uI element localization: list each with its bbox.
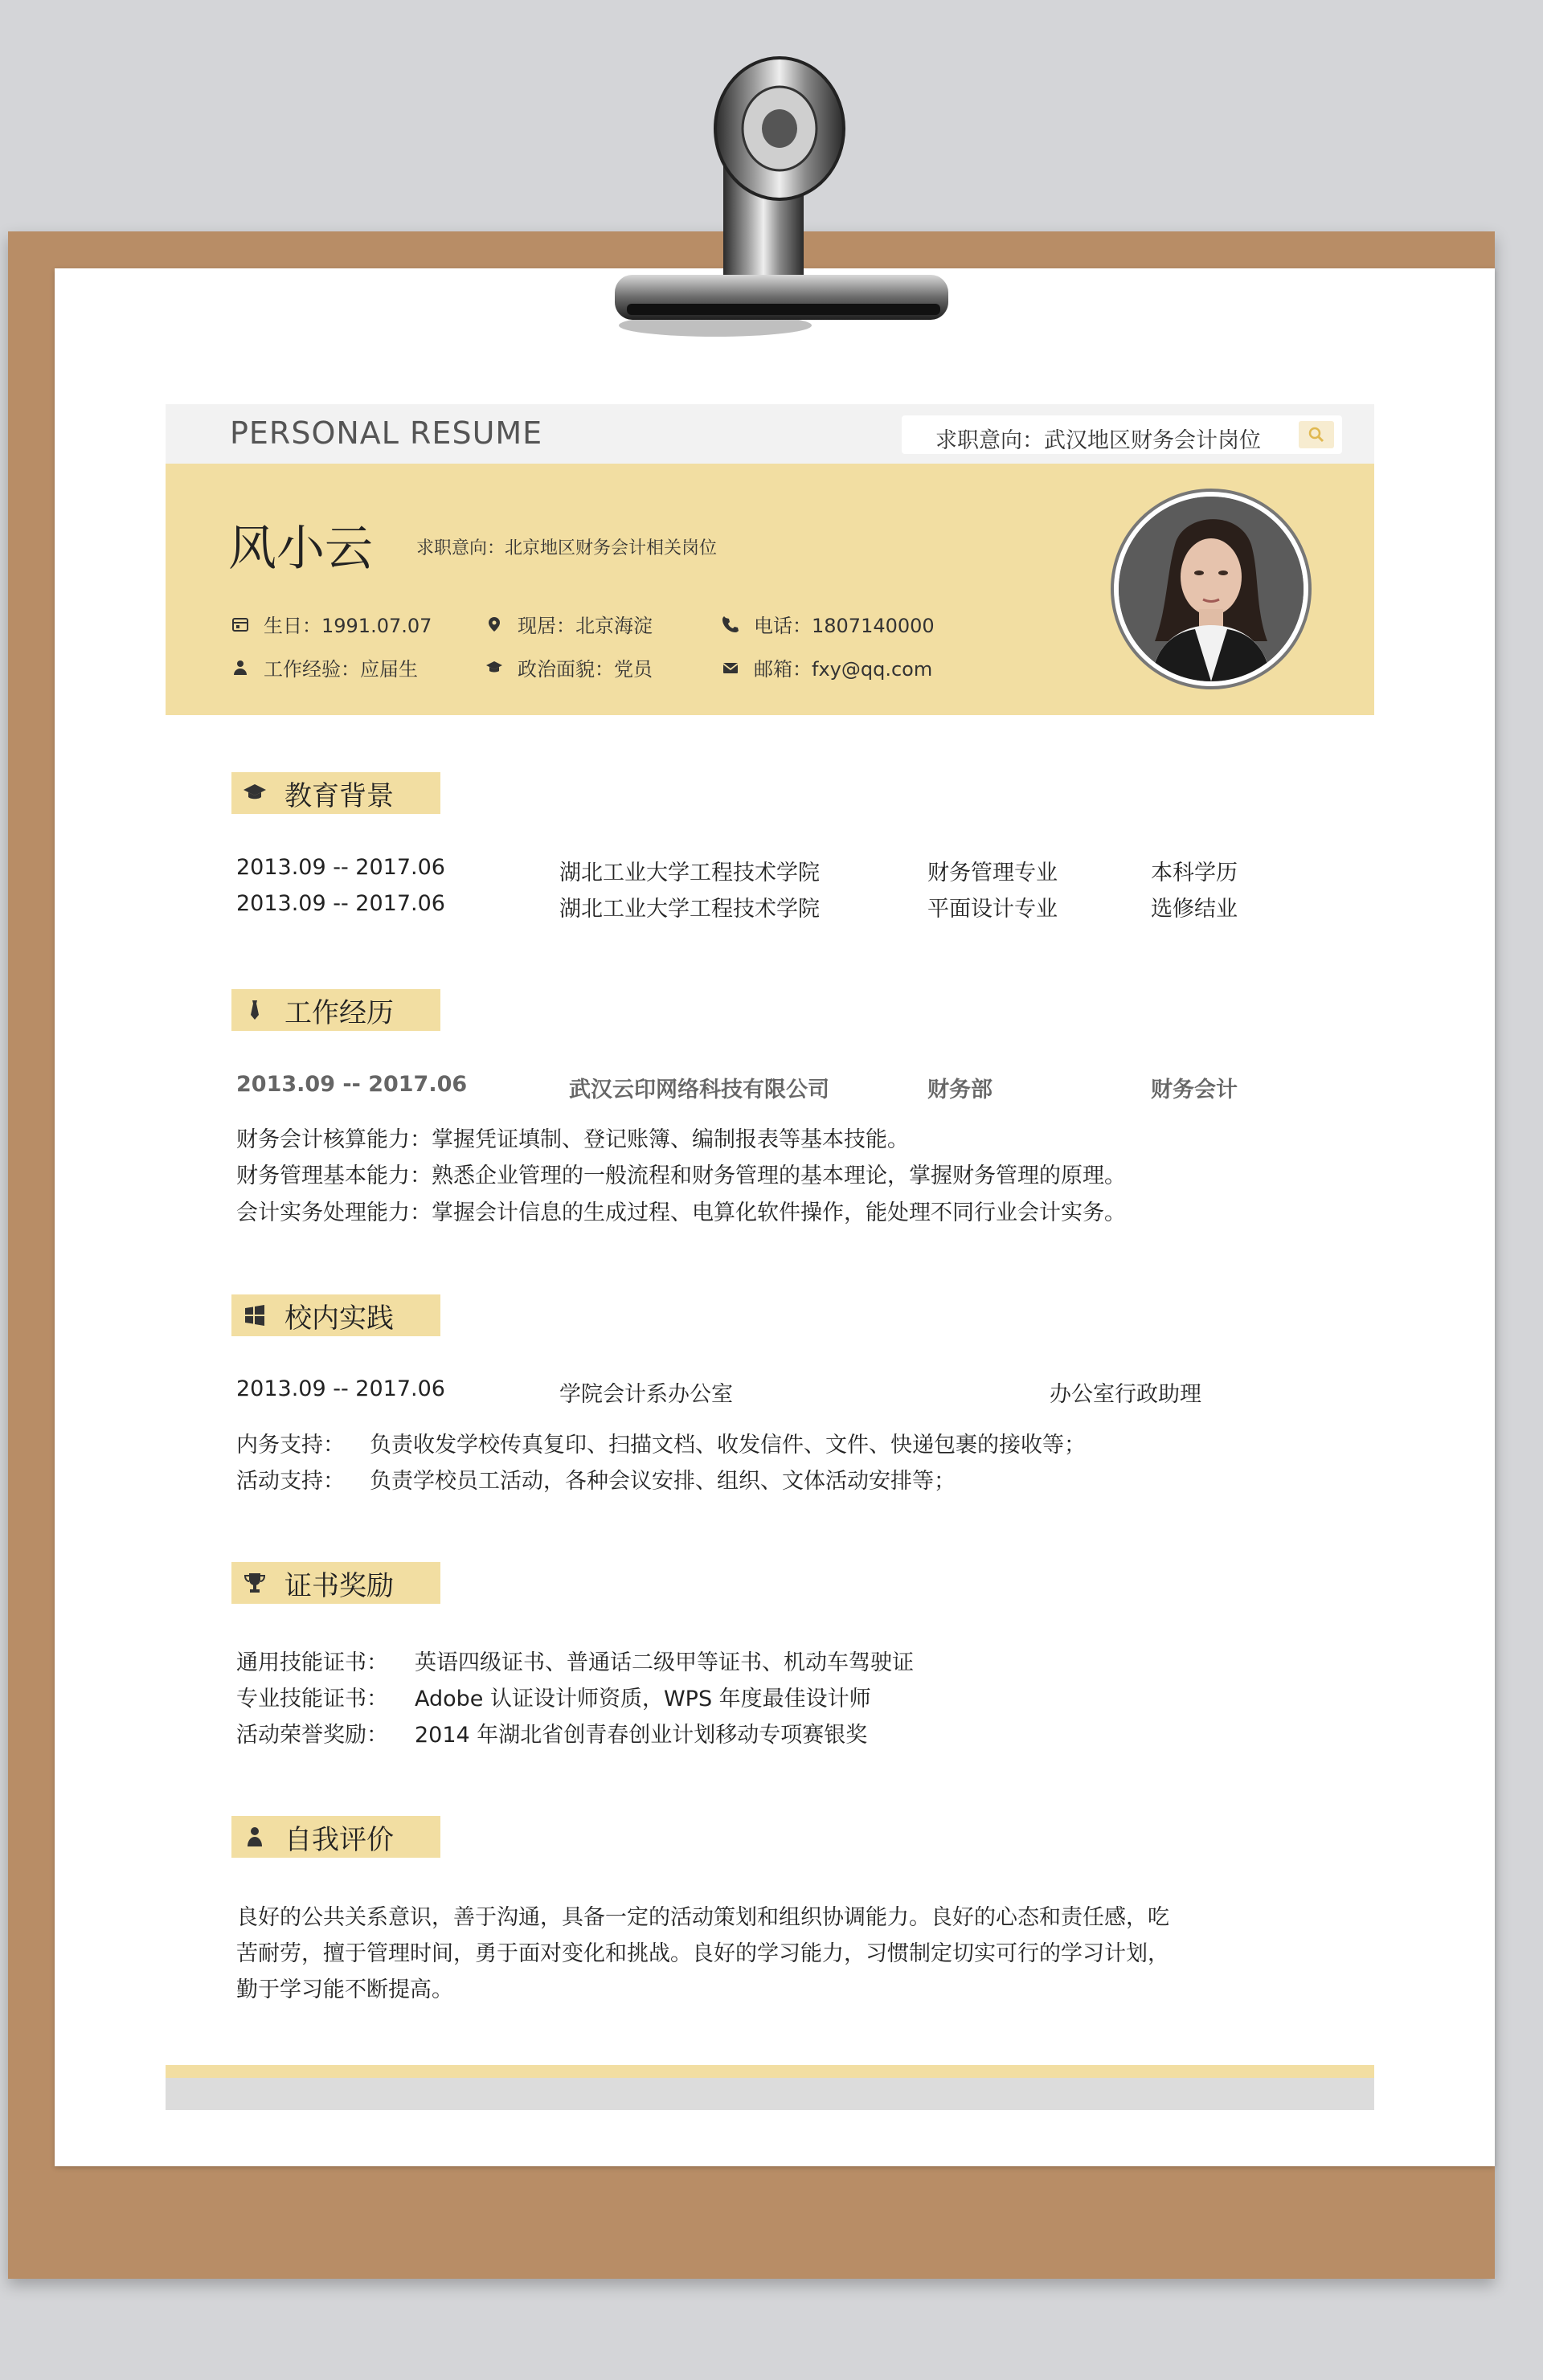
calendar-icon (231, 615, 249, 633)
practice-text: 负责学校员工活动，各种会议安排、组织、文体活动安排等； (370, 1469, 956, 1494)
education-major: 财务管理专业 (927, 861, 1058, 885)
education-row (236, 891, 1281, 920)
education-row (236, 855, 1281, 884)
birthday-info (231, 610, 432, 638)
necktie-icon (243, 998, 267, 1022)
work-date: 2013.09 -- 2017.06 (236, 1072, 468, 1097)
award-text: 2014 年湖北省创青春创业计划移动专项赛银奖 (415, 1723, 868, 1748)
award-text: Adobe 认证设计师资质，WPS 年度最佳设计师 (415, 1687, 871, 1711)
work-company: 武汉云印网络科技有限公司 (569, 1078, 829, 1102)
work-line: 会计实务处理能力：掌握会计信息的生成过程、电算化软件操作，能处理不同行业会计实务。 (236, 1200, 1126, 1225)
political-text: 政治面貌：党员 (518, 658, 653, 681)
section-practice (231, 1294, 440, 1336)
education-degree: 本科学历 (1151, 861, 1238, 885)
practice-item (236, 1463, 1281, 1492)
search-text: 求职意向：武汉地区财务会计岗位 (935, 428, 1261, 453)
graduation-cap-icon (485, 659, 503, 677)
work-line: 财务会计核算能力：掌握凭证填制、登记账簿、编制报表等基本技能。 (236, 1127, 909, 1152)
header-strip (166, 404, 1374, 464)
education-degree: 选修结业 (1151, 897, 1238, 922)
experience-info (231, 653, 418, 681)
work-line: 财务管理基本能力：熟悉企业管理的一般流程和财务管理的基本理论，掌握财务管理的原理。 (236, 1163, 1126, 1188)
search-icon (1299, 421, 1334, 448)
section-awards (231, 1562, 440, 1604)
windows-icon (243, 1303, 267, 1327)
section-title: 自我评价 (284, 1823, 394, 1856)
work-header-row (236, 1072, 1281, 1101)
self-evaluation-line: 勤于学习能不断提高。 (236, 1977, 453, 2002)
avatar (1114, 492, 1308, 686)
practice-org: 学院会计系办公室 (559, 1382, 733, 1407)
practice-item (236, 1427, 1281, 1456)
email-info (722, 653, 932, 681)
job-intent: 求职意向：北京地区财务会计相关岗位 (416, 538, 718, 558)
practice-header-row (236, 1376, 1281, 1405)
person-name: 风小云 (228, 521, 373, 577)
work-role: 财务会计 (1151, 1078, 1238, 1102)
page-title: PERSONAL RESUME (230, 415, 543, 451)
graduation-cap-icon (243, 781, 267, 805)
phone-info (722, 610, 935, 638)
education-school: 湖北工业大学工程技术学院 (559, 861, 820, 885)
binder-clip (579, 48, 948, 354)
section-title: 工作经历 (284, 996, 394, 1029)
section-title: 证书奖励 (284, 1569, 394, 1602)
education-school: 湖北工业大学工程技术学院 (559, 897, 820, 922)
experience-text: 工作经验：应届生 (264, 658, 418, 681)
self-evaluation-line: 良好的公共关系意识，善于沟通，具备一定的活动策划和组织协调能力。良好的心态和责任感，吃 (236, 1905, 1169, 1930)
birthday-text: 生日：1991.07.07 (264, 615, 432, 637)
mail-icon (722, 659, 739, 677)
section-title: 教育背景 (284, 779, 394, 812)
profile-band (166, 464, 1374, 715)
location-info (485, 610, 653, 638)
award-item (236, 1645, 1281, 1674)
practice-text: 负责收发学校传真复印、扫描文档、收发信件、文件、快递包裹的接收等； (370, 1433, 1086, 1458)
practice-label: 内务支持： (236, 1433, 345, 1458)
education-date: 2013.09 -- 2017.06 (236, 891, 445, 916)
map-pin-icon (485, 615, 503, 633)
person-icon (243, 1825, 267, 1849)
footer-accent-bar (166, 2065, 1374, 2078)
phone-icon (722, 615, 739, 633)
practice-role: 办公室行政助理 (1050, 1382, 1201, 1407)
person-icon (231, 659, 249, 677)
section-work (231, 989, 440, 1031)
trophy-icon (243, 1571, 267, 1595)
job-intent-search[interactable] (902, 415, 1342, 454)
award-label: 活动荣誉奖励： (236, 1723, 388, 1748)
location-text: 现居：北京海淀 (518, 615, 653, 637)
search-button[interactable] (1299, 421, 1334, 448)
section-title: 校内实践 (284, 1302, 394, 1335)
political-info (485, 653, 653, 681)
award-text: 英语四级证书、普通话二级甲等证书、机动车驾驶证 (415, 1650, 914, 1675)
education-major: 平面设计专业 (927, 897, 1058, 922)
award-item (236, 1717, 1281, 1746)
award-label: 通用技能证书： (236, 1650, 388, 1675)
portrait-image (1119, 497, 1304, 681)
email-text: 邮箱：fxy@qq.com (754, 658, 933, 681)
education-date: 2013.09 -- 2017.06 (236, 855, 445, 880)
footer-gray-bar (166, 2078, 1374, 2110)
award-label: 专业技能证书： (236, 1687, 388, 1711)
practice-date: 2013.09 -- 2017.06 (236, 1376, 445, 1401)
award-item (236, 1681, 1281, 1710)
self-evaluation-line: 苦耐劳，擅于管理时间，勇于面对变化和挑战。良好的学习能力，习惯制定切实可行的学习计划， (236, 1941, 1169, 1966)
practice-label: 活动支持： (236, 1469, 345, 1494)
phone-text: 电话：1807140000 (754, 615, 935, 637)
section-self-evaluation (231, 1816, 440, 1858)
work-dept: 财务部 (927, 1078, 993, 1102)
section-education (231, 772, 440, 814)
